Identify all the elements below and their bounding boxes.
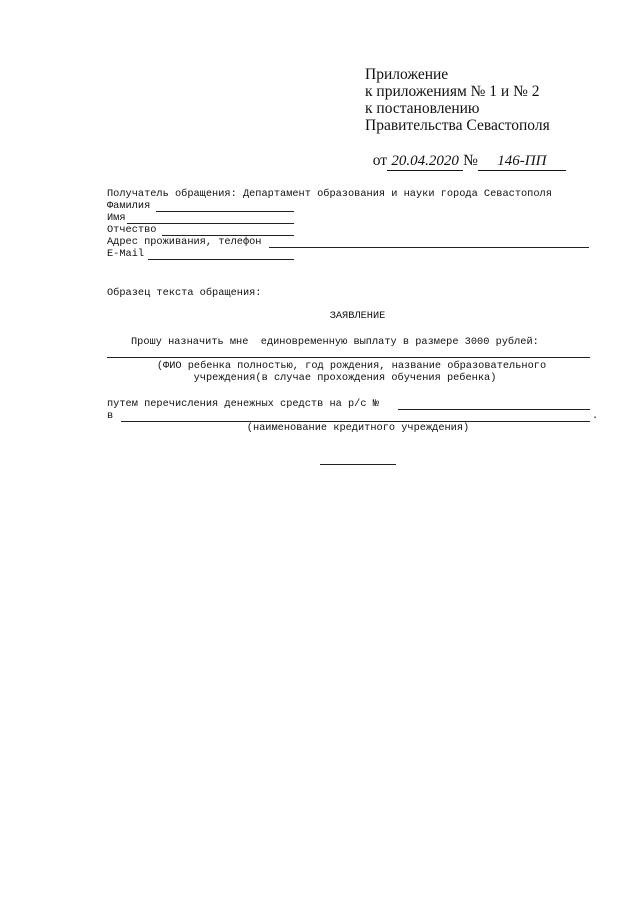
child-info-field-line bbox=[107, 357, 590, 358]
handwritten-date: 20.04.2020 bbox=[387, 153, 463, 172]
from-prefix: от bbox=[372, 151, 388, 169]
name-label: Имя bbox=[107, 212, 126, 224]
government-name: Правительства Севастополя bbox=[365, 117, 550, 134]
appendix-title: Приложение bbox=[365, 66, 449, 83]
surname-field-line bbox=[156, 211, 294, 212]
appendix-reference: к приложениям № 1 и № 2 bbox=[365, 83, 540, 100]
transfer-label: путем перечисления денежных средств на р/с № bbox=[107, 398, 379, 410]
number-sign: № bbox=[463, 151, 478, 169]
handwritten-number: 146-ПП bbox=[478, 153, 566, 172]
patronymic-label: Отчество bbox=[107, 224, 157, 236]
bank-prefix: в bbox=[107, 410, 114, 422]
sample-text-label: Образец текста обращения: bbox=[107, 287, 262, 299]
statement-title: ЗАЯВЛЕНИЕ bbox=[329, 310, 386, 322]
closing-divider bbox=[320, 464, 396, 465]
surname-label: Фамилия bbox=[107, 200, 151, 212]
child-info-hint-2: учреждения(в случае прохождения обучения ребенка) bbox=[193, 372, 497, 384]
resolution-date-number bbox=[365, 134, 566, 171]
bank-suffix: . bbox=[592, 410, 599, 422]
email-label: E-Mail bbox=[107, 248, 145, 260]
payment-request: Прошу назначить мне единовременную выплату в размере 3000 рублей: bbox=[131, 336, 539, 348]
recipient-line: Получатель обращения: Департамент образования и науки города Севастополя bbox=[107, 188, 552, 200]
address-field-line bbox=[269, 247, 589, 248]
email-field-line bbox=[148, 259, 294, 260]
account-field-line bbox=[398, 409, 590, 410]
bank-hint: (наименование кредитного учреждения) bbox=[246, 422, 470, 434]
resolution-reference: к постановлению bbox=[365, 100, 480, 117]
address-label: Адрес проживания, телефон bbox=[107, 236, 262, 248]
child-info-hint-1: (ФИО ребенка полностью, год рождения, название образовательного bbox=[156, 360, 547, 372]
